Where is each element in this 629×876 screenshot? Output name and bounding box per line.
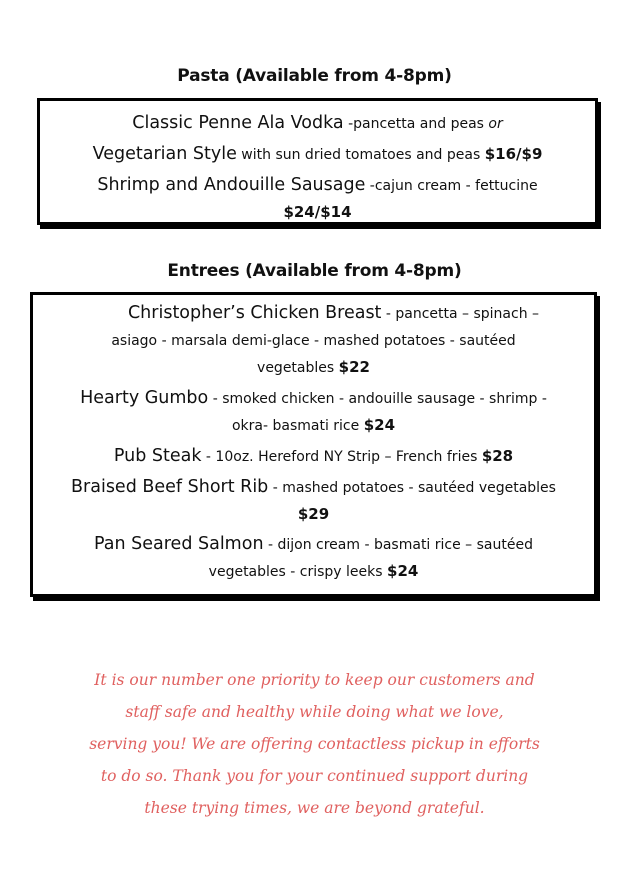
pasta-item-shrimp — [40, 170, 595, 201]
item-description: - mashed potatoes - sautéed vegetables — [268, 480, 556, 496]
item-description: - dijon cream - basmati rice – sautéed — [263, 537, 533, 553]
item-description: - smoked chicken - andouille sausage - shrimp - — [208, 391, 547, 407]
message-line: staff safe and healthy while doing what we love, — [125, 703, 504, 721]
item-price: $24/$14 — [283, 203, 352, 221]
item-description: -pancetta and peas — [343, 116, 489, 132]
message-line: It is our number one priority to keep our customers and — [94, 671, 535, 689]
item-description: - pancetta – spinach – — [381, 306, 540, 322]
item-description: vegetables - crispy leeks — [208, 564, 388, 580]
entree-item-short-rib — [33, 474, 594, 527]
item-price: $16/$9 — [484, 145, 543, 163]
message-line: these trying times, we are beyond grateful. — [144, 799, 485, 817]
item-price: $29 — [297, 505, 330, 523]
item-price: $24 — [387, 562, 419, 580]
entree-item-salmon — [33, 531, 594, 585]
pasta-item-penne — [40, 108, 595, 139]
item-description: - 10oz. Hereford NY Strip – French fries — [201, 449, 482, 465]
item-name: Pub Steak — [113, 446, 202, 466]
item-price: $24 — [363, 416, 396, 434]
item-name: Pan Seared Salmon — [94, 534, 264, 554]
item-description: with sun dried tomatoes and peas — [236, 147, 485, 163]
item-name: Christopher’s Chicken Breast — [127, 303, 382, 323]
pasta-item-vegetarian — [40, 139, 595, 170]
message-line: to do so. Thank you for your continued support during — [100, 767, 529, 785]
entrees-menu-box — [30, 292, 597, 597]
item-description: vegetables — [257, 360, 339, 376]
item-name: Shrimp and Andouille Sausage — [97, 175, 366, 195]
pasta-heading: Pasta (Available from 4-8pm) — [177, 66, 452, 86]
pasta-item-shrimp-price-line — [40, 201, 595, 223]
item-description: okra- basmati rice — [231, 418, 364, 434]
item-name: Braised Beef Short Rib — [71, 477, 269, 497]
item-price: $28 — [481, 447, 514, 465]
entree-item-steak — [33, 443, 594, 470]
item-or: or — [488, 116, 503, 132]
entree-item-chicken — [33, 300, 594, 381]
item-name: Classic Penne Ala Vodka — [132, 113, 344, 133]
item-description: asiago - marsala demi-glace - mashed potatoes - sautéed — [111, 333, 516, 349]
entrees-heading: Entrees (Available from 4-8pm) — [167, 261, 462, 281]
entree-item-gumbo — [33, 385, 594, 439]
message-line: serving you! We are offering contactless pickup in efforts — [89, 735, 540, 753]
pasta-menu-box — [37, 98, 598, 225]
item-name: Vegetarian Style — [92, 144, 237, 164]
item-price: $22 — [338, 358, 370, 376]
item-name: Hearty Gumbo — [80, 388, 209, 408]
item-description: -cajun cream - fettucine — [365, 178, 538, 194]
customer-message — [0, 664, 629, 824]
